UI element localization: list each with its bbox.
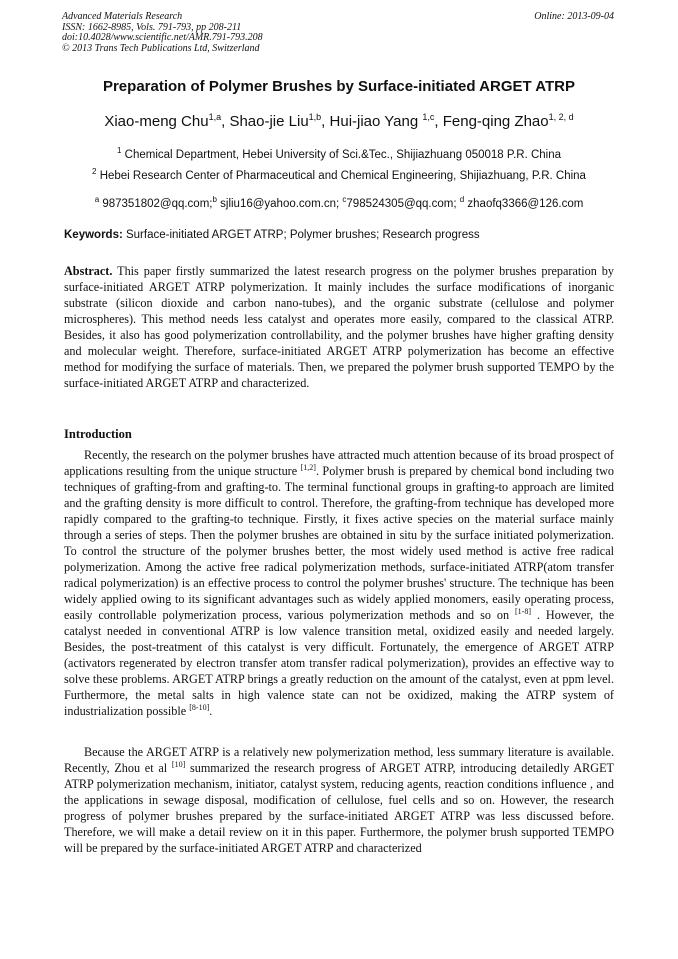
intro-text: . [209,704,213,718]
intro-text: . However, the catalyst needed in conventional ATRP is low valence transition metal, oxidized easily and needed largely. Besides, the post-treatment of this catalyst is very difficult. Fortunately, the emergence of ARGET ATRP (activators regenerated by electron transfer atom transfer radical polymerization), provides an effective way to solve these problems. ARGET ATRP brings a greatly reduction on the amount of the catalyst, even at ppm level. Furthermore, the metal salts in high valence state can not be oxidized, making the ATRP system of industrialization possible [64,608,614,718]
author-separator: , [434,113,443,130]
intro-paragraph-1 [64,447,614,719]
affiliation-1 [30,146,648,161]
intro-text: . Polymer brush is prepared by chemical bond including two techniques of grafting-from and grafting-to. The terminal functional groups in grafting-to approach are limited and the grafting density is more difficult to control. Therefore, the grafting-from technique has developed more rapidly compared to the grafting-to technique. Firstly, it fixes active species on the material surface mainly through a series of steps. Then the polymer brushes are obtained in situ by the surface initiated polymerization. To control the structure of the polymer brushes better, the most widely used method is active free radical polymerization. Among the active free radical polymerization methods, surface-initiated ATRP(atom transfer radical polymerization) is an effective process to control the polymer brushes' structure. The technique has been widely applied owing to its significant advantages such as widely applied monomers, easily operating process, easily controllable polymerization process, various polymerization methods and so on [64,464,614,622]
email-mark: b [212,195,217,204]
journal-name: Advanced Materials Research [62,11,183,22]
email-link[interactable]: zhaofq3366@126.com [464,197,584,210]
author-affiliation-mark: 1,b [308,112,322,122]
citation[interactable]: [1,2] [300,462,316,472]
online-date: Online: 2013-09-04 [534,11,614,22]
doi-line: doi:10.4028/www.scientific.net/AMR.791-793.208 [62,32,263,43]
author-list [40,112,638,130]
email-link[interactable]: 987351802@qq.com; [99,197,213,210]
author-name: Hui-jiao Yang [329,113,423,130]
author-affiliation-mark: 1,a [208,112,222,122]
affiliation-text: Hebei Research Center of Pharmaceutical and Chemical Engineering, Shijiazhuang, P.R. China [99,169,586,182]
intro-text: summarized the research progress of ARGET ATRP, introducing detailedly ARGET ATRP polymerization mechanism, initiator, catalyst system, reducing agents, reaction conditions influence , and the applications in sewage disposal, modification of cellulose, fuel cells and so on. However, the research progress of polymer brushes prepared by the surface-initiated ARGET ATRP was less discussed before. Therefore, we will make a detail review on it in this paper. Furthermore, the polymer brush supported TEMPO will be prepared by the surface-initiated ARGET ATRP and characterized [64,761,614,855]
intro-text: Because the ARGET ATRP is a relatively new polymerization method, less summary literature is available. Recently, Zhou et al [64,745,614,775]
author-name: Shao-jie Liu [229,113,309,130]
citation[interactable]: [1-8] [515,606,531,616]
intro-paragraph-2 [64,744,614,856]
affiliation-mark: 2 [92,167,97,176]
email-link[interactable]: sjliu16@yahoo.com.cn; [216,197,343,210]
journal-header [62,12,614,54]
author-affiliation-mark: 1,c [422,112,435,122]
affiliation-text: Chemical Department, Hebei University of Sci.&Tec., Shijiazhuang 050018 P.R. China [124,148,562,161]
author-name: Feng-qing Zhao [442,113,549,130]
author-separator: , [321,113,330,130]
affiliation-2 [30,167,648,182]
email-mark: d [459,195,465,204]
author-separator: , [221,113,230,130]
email-line [30,195,648,210]
abstract-text: This paper firstly summarized the latest research progress on the polymer brushes preparation by surface-initiated ARGET ATRP polymerization. It mainly includes the surface modifications of inorganic substrate (silicon dioxide and carbon nano-tubes), and the organic substrate (cellulose and polymer microspheres). This method needs less catalyst and operates more easily, compared to the classical ATRP. Besides, it also has good polymerization controllability, and the polymer brushes have higher grafting density and molecular weight. Therefore, surface-initiated ARGET ATRP polymerization has become an effective method for modifying the surface of materials. Then, we prepared the polymer brush supported TEMPO by the surface-initiated ARGET ATRP and characterized. [64,264,614,390]
paper-title: Preparation of Polymer Brushes by Surface-initiated ARGET ATRP [102,78,576,95]
email-mark: a [94,195,100,204]
keywords-text: Surface-initiated ARGET ATRP; Polymer brushes; Research progress [122,229,480,241]
keywords-label: Keywords: [64,229,123,241]
keywords-line [64,229,614,241]
abstract-paragraph [64,263,614,391]
issn-line: ISSN: 1662-8985, Vols. 791-793, pp 208-211 [62,21,242,33]
citation[interactable]: [8-10] [189,702,210,712]
affiliation-mark: 1 [116,146,122,155]
section-heading-introduction: Introduction [64,427,132,441]
email-mark: c [342,195,347,204]
author-affiliation-mark: 1, 2, d [548,112,574,122]
copyright-line: © 2013 Trans Tech Publications Ltd, Switzerland [62,42,260,54]
abstract-label: Abstract. [64,264,113,278]
citation[interactable]: [10] [171,759,186,769]
author-name: Xiao-meng Chu [104,113,209,130]
email-link[interactable]: 798524305@qq.com; [346,197,460,210]
intro-text: Recently, the research on the polymer brushes have attracted much attention because of its broad prospect of applications resulting from the unique structure [64,448,614,478]
